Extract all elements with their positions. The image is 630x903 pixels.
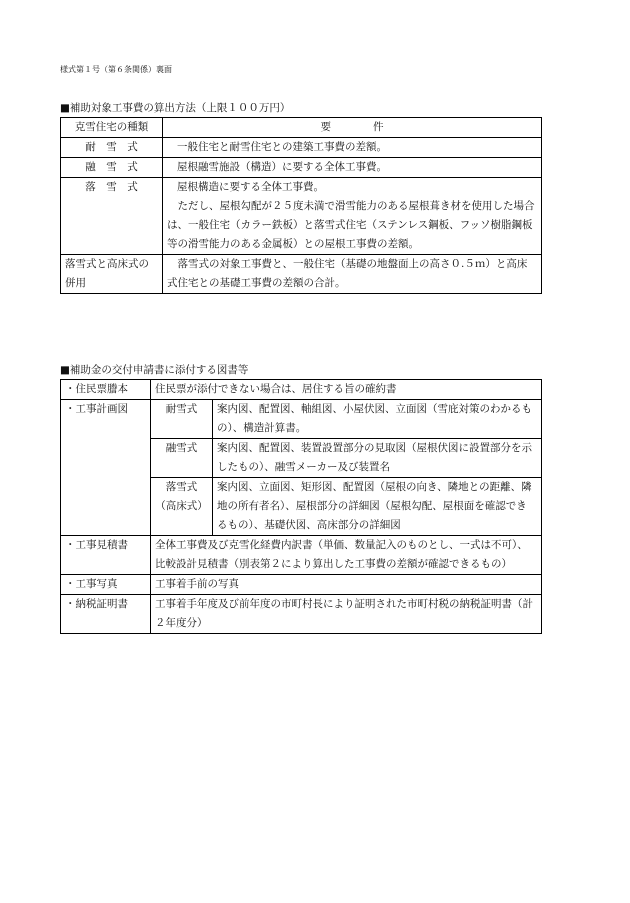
- table-row: [61, 595, 542, 634]
- requirement-line: 屋根構造に要する全体工事費。: [177, 181, 324, 193]
- requirement-cell: [163, 178, 542, 255]
- form-number: 様式第１号（第６条関係）裏面: [60, 65, 172, 74]
- document-item: ・納税証明書: [61, 595, 151, 634]
- table-row: [61, 536, 542, 575]
- plan-detail: 案内図、立面図、矩形図、配置図（屋根の向き、隣地との距離、隣地の所有者名）、屋根部分の詳細図（屋根勾配、屋根面を確認できるもの）、基礎伏図、高床部分の詳細図: [213, 478, 542, 536]
- document-detail: 全体工事費及び克雪化経費内訳書（単価、数量記入のものとし、一式は不可）、比較設計見積書（別表第２により算出した工事費の差額が確認できるもの）: [151, 536, 542, 575]
- requirement-cell: 屋根融雪施設（構造）に要する全体工事費。: [163, 158, 542, 178]
- table-header-row: [61, 118, 542, 138]
- plan-detail: 案内図、配置図、軸組図、小屋伏図、立面図（雪庇対策のわかるもの）、構造計算書。: [213, 400, 542, 439]
- plan-kind: 耐雪式: [151, 400, 213, 439]
- section2-title: ■補助金の交付申請書に添付する図書等: [60, 364, 249, 376]
- requirement-cell: [163, 255, 542, 294]
- requirement-line: 落雪式の対象工事費と、一般住宅（基礎の地盤面上の高さ０.５ｍ）と高床式住宅との基礎工事費の差額の合計。: [167, 258, 528, 289]
- document-detail: 工事着手年度及び前年度の市町村長により証明された市町村税の納税証明書（計２年度分）: [151, 595, 542, 634]
- plan-detail: 案内図、配置図、装置設置部分の見取図（屋根伏図に設置部分を示したもの）、融雪メーカー及び装置名: [213, 439, 542, 478]
- house-type-cell: 落雪式と高床式の併用: [61, 255, 163, 294]
- cost-calculation-table: [60, 117, 542, 294]
- header-house-type: 克雪住宅の種類: [61, 118, 163, 138]
- document-item: ・住民票謄本: [61, 380, 151, 400]
- house-type-cell: 落 雪 式: [61, 178, 163, 255]
- plan-kind: 融雪式: [151, 439, 213, 478]
- table-row: [61, 158, 542, 178]
- document-item: ・工事見積書: [61, 536, 151, 575]
- document-detail: 工事着手前の写真: [151, 575, 542, 595]
- table-row: [61, 400, 542, 439]
- requirement-cell: 一般住宅と耐雪住宅との建築工事費の差額。: [163, 138, 542, 158]
- document-detail: 住民票が添付できない場合は、居住する旨の確約書: [151, 380, 542, 400]
- requirement-line: ただし、屋根勾配が２５度未満で滑雪能力のある屋根葺き材を使用した場合は、一般住宅（カラー鉄板）と落雪式住宅（ステンレス鋼板、フッソ樹脂鋼板等の滑雪能力のある金属板）との屋根工事費の差額。: [167, 200, 535, 250]
- header-requirements: 要 件: [163, 118, 542, 138]
- house-type-cell: 耐 雪 式: [61, 138, 163, 158]
- document-item: ・工事写真: [61, 575, 151, 595]
- plan-kind-line: （高床式）: [155, 500, 208, 512]
- table-row: [61, 575, 542, 595]
- section1-title: ■補助対象工事費の算出方法（上限１００万円）: [60, 102, 291, 114]
- table-row: [61, 255, 542, 294]
- house-type-cell: 融 雪 式: [61, 158, 163, 178]
- plan-kind-line: 落雪式: [165, 481, 198, 493]
- table-row: [61, 380, 542, 400]
- document-item: ・工事計画図: [61, 400, 151, 536]
- attached-documents-table: [60, 379, 542, 634]
- table-row: [61, 178, 542, 255]
- table-row: [61, 138, 542, 158]
- plan-kind: [151, 478, 213, 536]
